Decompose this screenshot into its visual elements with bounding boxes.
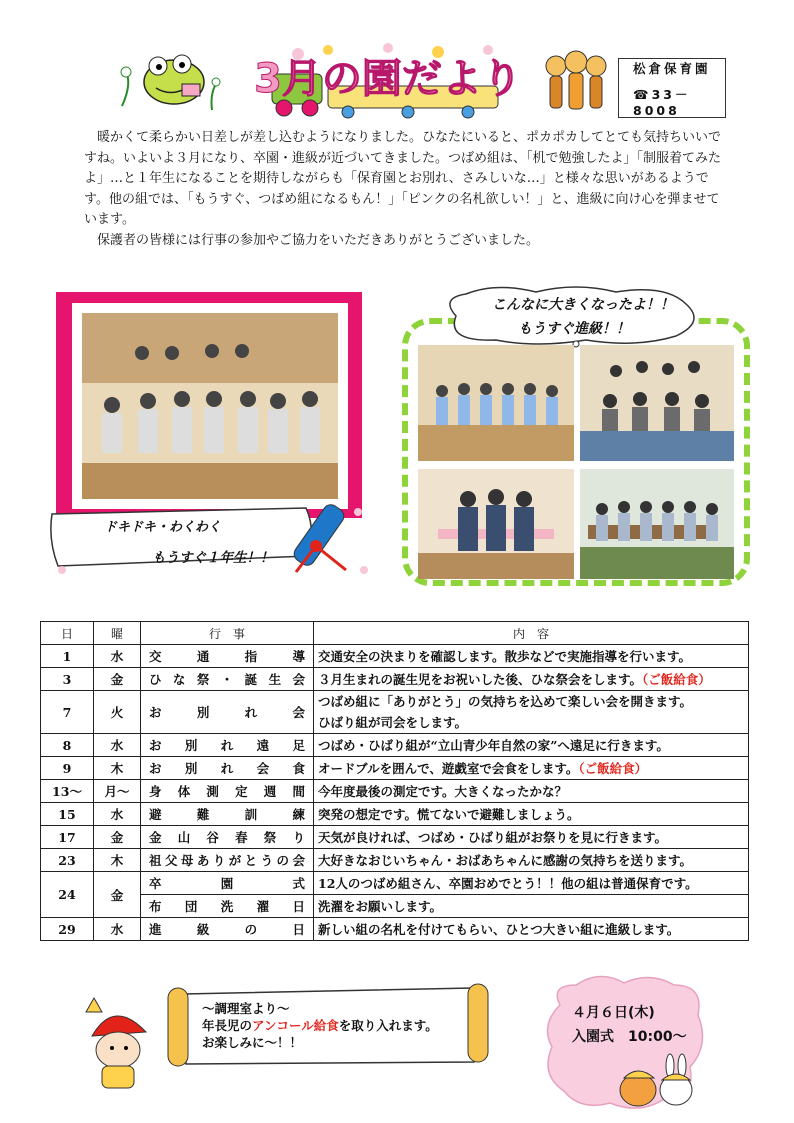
encore-lunch: アンコール給食 <box>252 1018 339 1033</box>
row-weekday: 水 <box>94 645 141 668</box>
row-day: 1 <box>41 645 94 668</box>
header-day: 日 <box>41 622 94 645</box>
entrance-time: 入園式 10:00～ <box>572 1029 687 1045</box>
table-row <box>41 826 749 849</box>
table-row <box>41 803 749 826</box>
row-content: 突発の想定です。慌てないで避難しましょう。 <box>314 803 749 826</box>
row-day: 9 <box>41 757 94 780</box>
class-photo <box>580 345 734 461</box>
row-day: 23 <box>41 849 94 872</box>
kitchen-text: 年長児の <box>202 1018 253 1033</box>
school-name: 松倉保育園 <box>633 60 711 76</box>
row-event: お別れ遠足 <box>141 734 314 757</box>
table-row <box>41 895 749 918</box>
table-header-row <box>41 622 749 645</box>
row-event: お別れ会食 <box>141 757 314 780</box>
table-row <box>41 734 749 757</box>
newsletter-title: 3月の園だより <box>254 56 522 102</box>
kitchen-notice <box>202 1000 462 1051</box>
row-content-text: オードブルを囲んで、遊戯室で会食をします。 <box>318 761 579 776</box>
kitchen-line <box>202 1017 462 1034</box>
title-art <box>254 42 522 120</box>
frog-illustration <box>112 44 224 116</box>
row-content: 12人のつばめ組さん、卒園おめでとう！！他の組は普通保育です。 <box>314 872 749 895</box>
row-content: 今年度最後の測定です。大きくなったかな？ <box>314 780 749 803</box>
row-weekday: 木 <box>94 849 141 872</box>
table-row <box>41 849 749 872</box>
row-content <box>314 691 749 734</box>
row-event: 卒園式 <box>141 872 314 895</box>
row-content-text: ひばり組が司会をします。 <box>318 715 468 730</box>
school-info-box <box>618 58 726 118</box>
bunnies-illustration <box>614 1052 698 1108</box>
table-row <box>41 757 749 780</box>
row-event: お別れ会 <box>141 691 314 734</box>
class-photo <box>418 469 574 579</box>
table-row <box>41 668 749 691</box>
row-content: 新しい組の名札を付けてもらい、ひとつ大きい組に進級します。 <box>314 918 749 941</box>
row-weekday: 月～ <box>94 780 141 803</box>
row-weekday: 金 <box>94 668 141 691</box>
row-content: 交通安全の決まりを確認します。散歩などで実施指導を行います。 <box>314 645 749 668</box>
kokeshi-dolls-illustration <box>540 48 612 118</box>
row-event: 身体測定週間 <box>141 780 314 803</box>
table-row <box>41 780 749 803</box>
row-event: 金山谷春祭り <box>141 826 314 849</box>
row-weekday: 金 <box>94 872 141 918</box>
schedule-table <box>40 621 749 941</box>
row-event: 避難訓練 <box>141 803 314 826</box>
row-weekday: 木 <box>94 757 141 780</box>
girl-with-hat-illustration <box>66 992 158 1096</box>
row-day: 7 <box>41 691 94 734</box>
header-content: 内 容 <box>314 622 749 645</box>
row-day: 15 <box>41 803 94 826</box>
table-row <box>41 645 749 668</box>
row-content <box>314 757 749 780</box>
table-row <box>41 691 749 734</box>
row-weekday: 水 <box>94 803 141 826</box>
header-weekday: 曜 <box>94 622 141 645</box>
intro-paragraph: 暖かくて柔らかい日差しが差し込むようになりました。ひなたにいると、ポカポカしてとても気持ちいいですね。いよいよ３月になり、卒園・進級が近づいてきました。つばめ組は、「机で勉強したよ」「制服着てみたよ」…と１年生になることを期待しながらも「保育園とお別れ、さみしいな…」と様々な思いがあるようです。他の組では、「もうすぐ、つばめ組になるもん！」「ピンクの名札欲しい！」と、進級に向け心を弾ませています。 <box>84 130 722 227</box>
row-content-text: つばめ組に「ありがとう」の気持ちを込めて楽しい会を開きます。 <box>318 694 693 709</box>
class-photo <box>418 345 574 461</box>
caption-line: こんなに大きくなったよ！！ <box>492 297 674 313</box>
row-content: つばめ・ひばり組が“立山青少年自然の家”へ遠足に行きます。 <box>314 734 749 757</box>
intro-paragraph: 保護者の皆様には行事の参加やご協力をいただきありがとうございました。 <box>97 232 540 248</box>
row-day: 13～ <box>41 780 94 803</box>
kitchen-line: お楽しみに～！！ <box>202 1035 303 1050</box>
row-weekday: 金 <box>94 826 141 849</box>
row-content-text: ３月生まれの誕生児をお祝いした後、ひな祭会をします。 <box>318 672 643 687</box>
row-content: 天気が良ければ、つばめ・ひばり組がお祭りを見に行きます。 <box>314 826 749 849</box>
row-weekday: 水 <box>94 918 141 941</box>
kitchen-heading: ～調理室より～ <box>202 1001 290 1016</box>
row-event: 祖父母ありがとうの会 <box>141 849 314 872</box>
caption-line: ドキドキ・わくわく <box>104 520 222 535</box>
kitchen-text: を取り入れます。 <box>338 1018 438 1033</box>
row-content <box>314 668 749 691</box>
header-event: 行 事 <box>141 622 314 645</box>
row-event: 布団洗濯日 <box>141 895 314 918</box>
caption-line: もうすぐ１年生！！ <box>152 550 274 566</box>
row-day: 29 <box>41 918 94 941</box>
class-photo <box>580 469 734 579</box>
lunch-note: （ご飯給食） <box>642 672 711 687</box>
row-content: 洗濯をお願いします。 <box>314 895 749 918</box>
row-day: 17 <box>41 826 94 849</box>
row-day: 3 <box>41 668 94 691</box>
table-row <box>41 872 749 895</box>
lunch-note: （ご飯給食） <box>578 761 648 776</box>
table-row <box>41 918 749 941</box>
row-event: 交通指導 <box>141 645 314 668</box>
intro-text <box>84 128 724 251</box>
group-photo <box>82 313 338 499</box>
row-event: ひな祭・誕生会 <box>141 668 314 691</box>
school-phone: ☎33－8008 <box>633 86 691 118</box>
row-weekday: 火 <box>94 691 141 734</box>
row-day: 8 <box>41 734 94 757</box>
entrance-date: ４月６日(木) <box>572 1005 655 1021</box>
row-event: 進級の日 <box>141 918 314 941</box>
row-content: 大好きなおじいちゃん・おばあちゃんに感謝の気持ちを送ります。 <box>314 849 749 872</box>
row-day: 24 <box>41 872 94 918</box>
row-weekday: 水 <box>94 734 141 757</box>
caption-line: もうすぐ進級！！ <box>518 321 630 337</box>
